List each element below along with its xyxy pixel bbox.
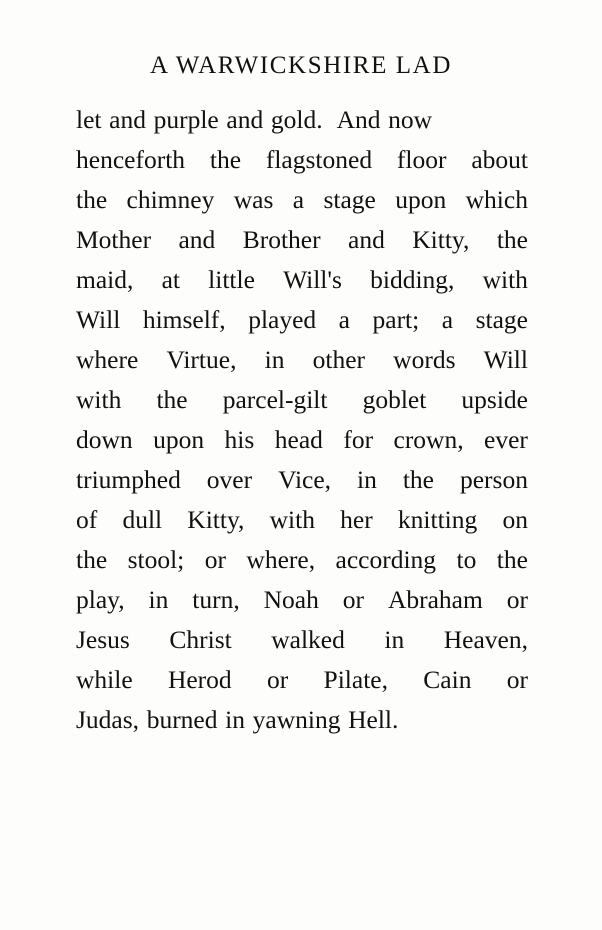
text-word: knitting [397, 505, 478, 534]
text-word: Herod [167, 665, 232, 694]
text-word: was [233, 185, 274, 214]
text-line [76, 380, 528, 420]
text-line [76, 700, 528, 740]
body-text [76, 100, 528, 740]
text-word: while [76, 665, 133, 694]
text-word: or [506, 665, 528, 694]
text-line [76, 180, 528, 220]
text-word: Brother [242, 225, 321, 254]
text-line [76, 300, 528, 340]
text-word: in [225, 705, 245, 734]
text-word: Noah [263, 585, 319, 614]
text-word: part; [372, 305, 420, 334]
text-word: or [342, 585, 365, 614]
text-word: or [266, 665, 289, 694]
text-word: flagstoned [265, 145, 373, 174]
text-word: Judas, [76, 705, 140, 734]
text-word: walked [271, 625, 345, 654]
text-line [76, 660, 528, 700]
text-word: And [330, 105, 381, 134]
text-word: triumphed [76, 465, 181, 494]
text-word: Pilate, [323, 665, 388, 694]
text-line [76, 540, 528, 580]
text-word: crown, [393, 425, 464, 454]
text-line [76, 500, 528, 540]
text-word: gold. [270, 105, 323, 134]
text-line [76, 140, 528, 180]
text-word: stool; [127, 545, 185, 574]
text-word: and [226, 105, 264, 134]
text-word: where, [246, 545, 316, 574]
text-word: his [224, 425, 255, 454]
text-word: Kitty, [412, 225, 470, 254]
text-word: stage [475, 305, 528, 334]
text-word: Will [483, 345, 528, 374]
text-word: Will's [283, 265, 342, 294]
text-word: of [76, 505, 98, 534]
text-word: chimney [126, 185, 215, 214]
text-line [76, 220, 528, 260]
text-word: himself, [142, 305, 226, 334]
text-word: in [384, 625, 405, 654]
text-word: dull [122, 505, 163, 534]
text-word: Heaven, [443, 625, 528, 654]
text-word: for [343, 425, 374, 454]
text-word: played [248, 305, 317, 334]
text-word: with [482, 265, 528, 294]
text-line [76, 420, 528, 460]
text-word: upon [395, 185, 447, 214]
text-word: upon [153, 425, 205, 454]
text-word: the [496, 545, 528, 574]
text-word: let [76, 105, 102, 134]
text-word: the [496, 225, 528, 254]
text-word: or [204, 545, 226, 574]
text-word: where [76, 345, 139, 374]
text-line [76, 100, 528, 140]
text-word: now [388, 105, 433, 134]
text-word: stage [323, 185, 376, 214]
text-word: maid, [76, 265, 134, 294]
text-word: goblet [362, 385, 427, 414]
text-word: play, [76, 585, 125, 614]
text-line [76, 580, 528, 620]
text-word: Hell. [348, 705, 399, 734]
text-word: floor [396, 145, 447, 174]
text-word: over [206, 465, 253, 494]
text-word: to [456, 545, 477, 574]
text-word: yawning [252, 705, 341, 734]
text-line [76, 460, 528, 500]
text-word: which [465, 185, 528, 214]
text-word: in [148, 585, 169, 614]
text-word: a [338, 305, 350, 334]
text-word: ever [484, 425, 528, 454]
text-word: a [292, 185, 305, 214]
text-word: upside [461, 385, 528, 414]
text-word: a [441, 305, 454, 334]
text-word: Christ [169, 625, 232, 654]
text-word: and [178, 225, 216, 254]
text-word: the [209, 145, 242, 174]
text-word: with [76, 385, 122, 414]
text-word: burned [146, 705, 218, 734]
text-word: with [269, 505, 315, 534]
text-word: Will [76, 305, 121, 334]
text-word: at [161, 265, 180, 294]
text-word: other [312, 345, 366, 374]
running-head: A WARWICKSHIRE LAD [150, 52, 452, 79]
text-word: Virtue, [166, 345, 237, 374]
text-word: person [459, 465, 528, 494]
text-word: on [502, 505, 528, 534]
text-word: words [393, 345, 456, 374]
text-line [76, 260, 528, 300]
text-word: turn, [192, 585, 240, 614]
text-word: henceforth [76, 145, 186, 174]
text-word: the [76, 185, 108, 214]
text-word: and [109, 105, 146, 134]
text-word: Vice, [278, 465, 332, 494]
text-word: in [264, 345, 285, 374]
text-word: about [471, 145, 528, 174]
text-line [76, 340, 528, 380]
text-word: Kitty, [187, 505, 245, 534]
text-word: in [357, 465, 377, 494]
text-word: or [506, 585, 528, 614]
text-word: Abraham [387, 585, 483, 614]
text-word: the [76, 545, 108, 574]
text-word: and [348, 225, 385, 254]
text-word: the [156, 385, 188, 414]
text-word: Mother [76, 225, 152, 254]
text-word: according [335, 545, 437, 574]
text-word: bidding, [370, 265, 455, 294]
text-word: little [208, 265, 255, 294]
text-line [76, 620, 528, 660]
text-word: head [274, 425, 323, 454]
text-word: purple [153, 105, 219, 134]
text-word: her [340, 505, 373, 534]
text-word: Jesus [76, 625, 130, 654]
text-word: down [76, 425, 133, 454]
text-word: Cain [423, 665, 472, 694]
text-word: the [402, 465, 434, 494]
text-word: parcel-gilt [222, 385, 328, 414]
